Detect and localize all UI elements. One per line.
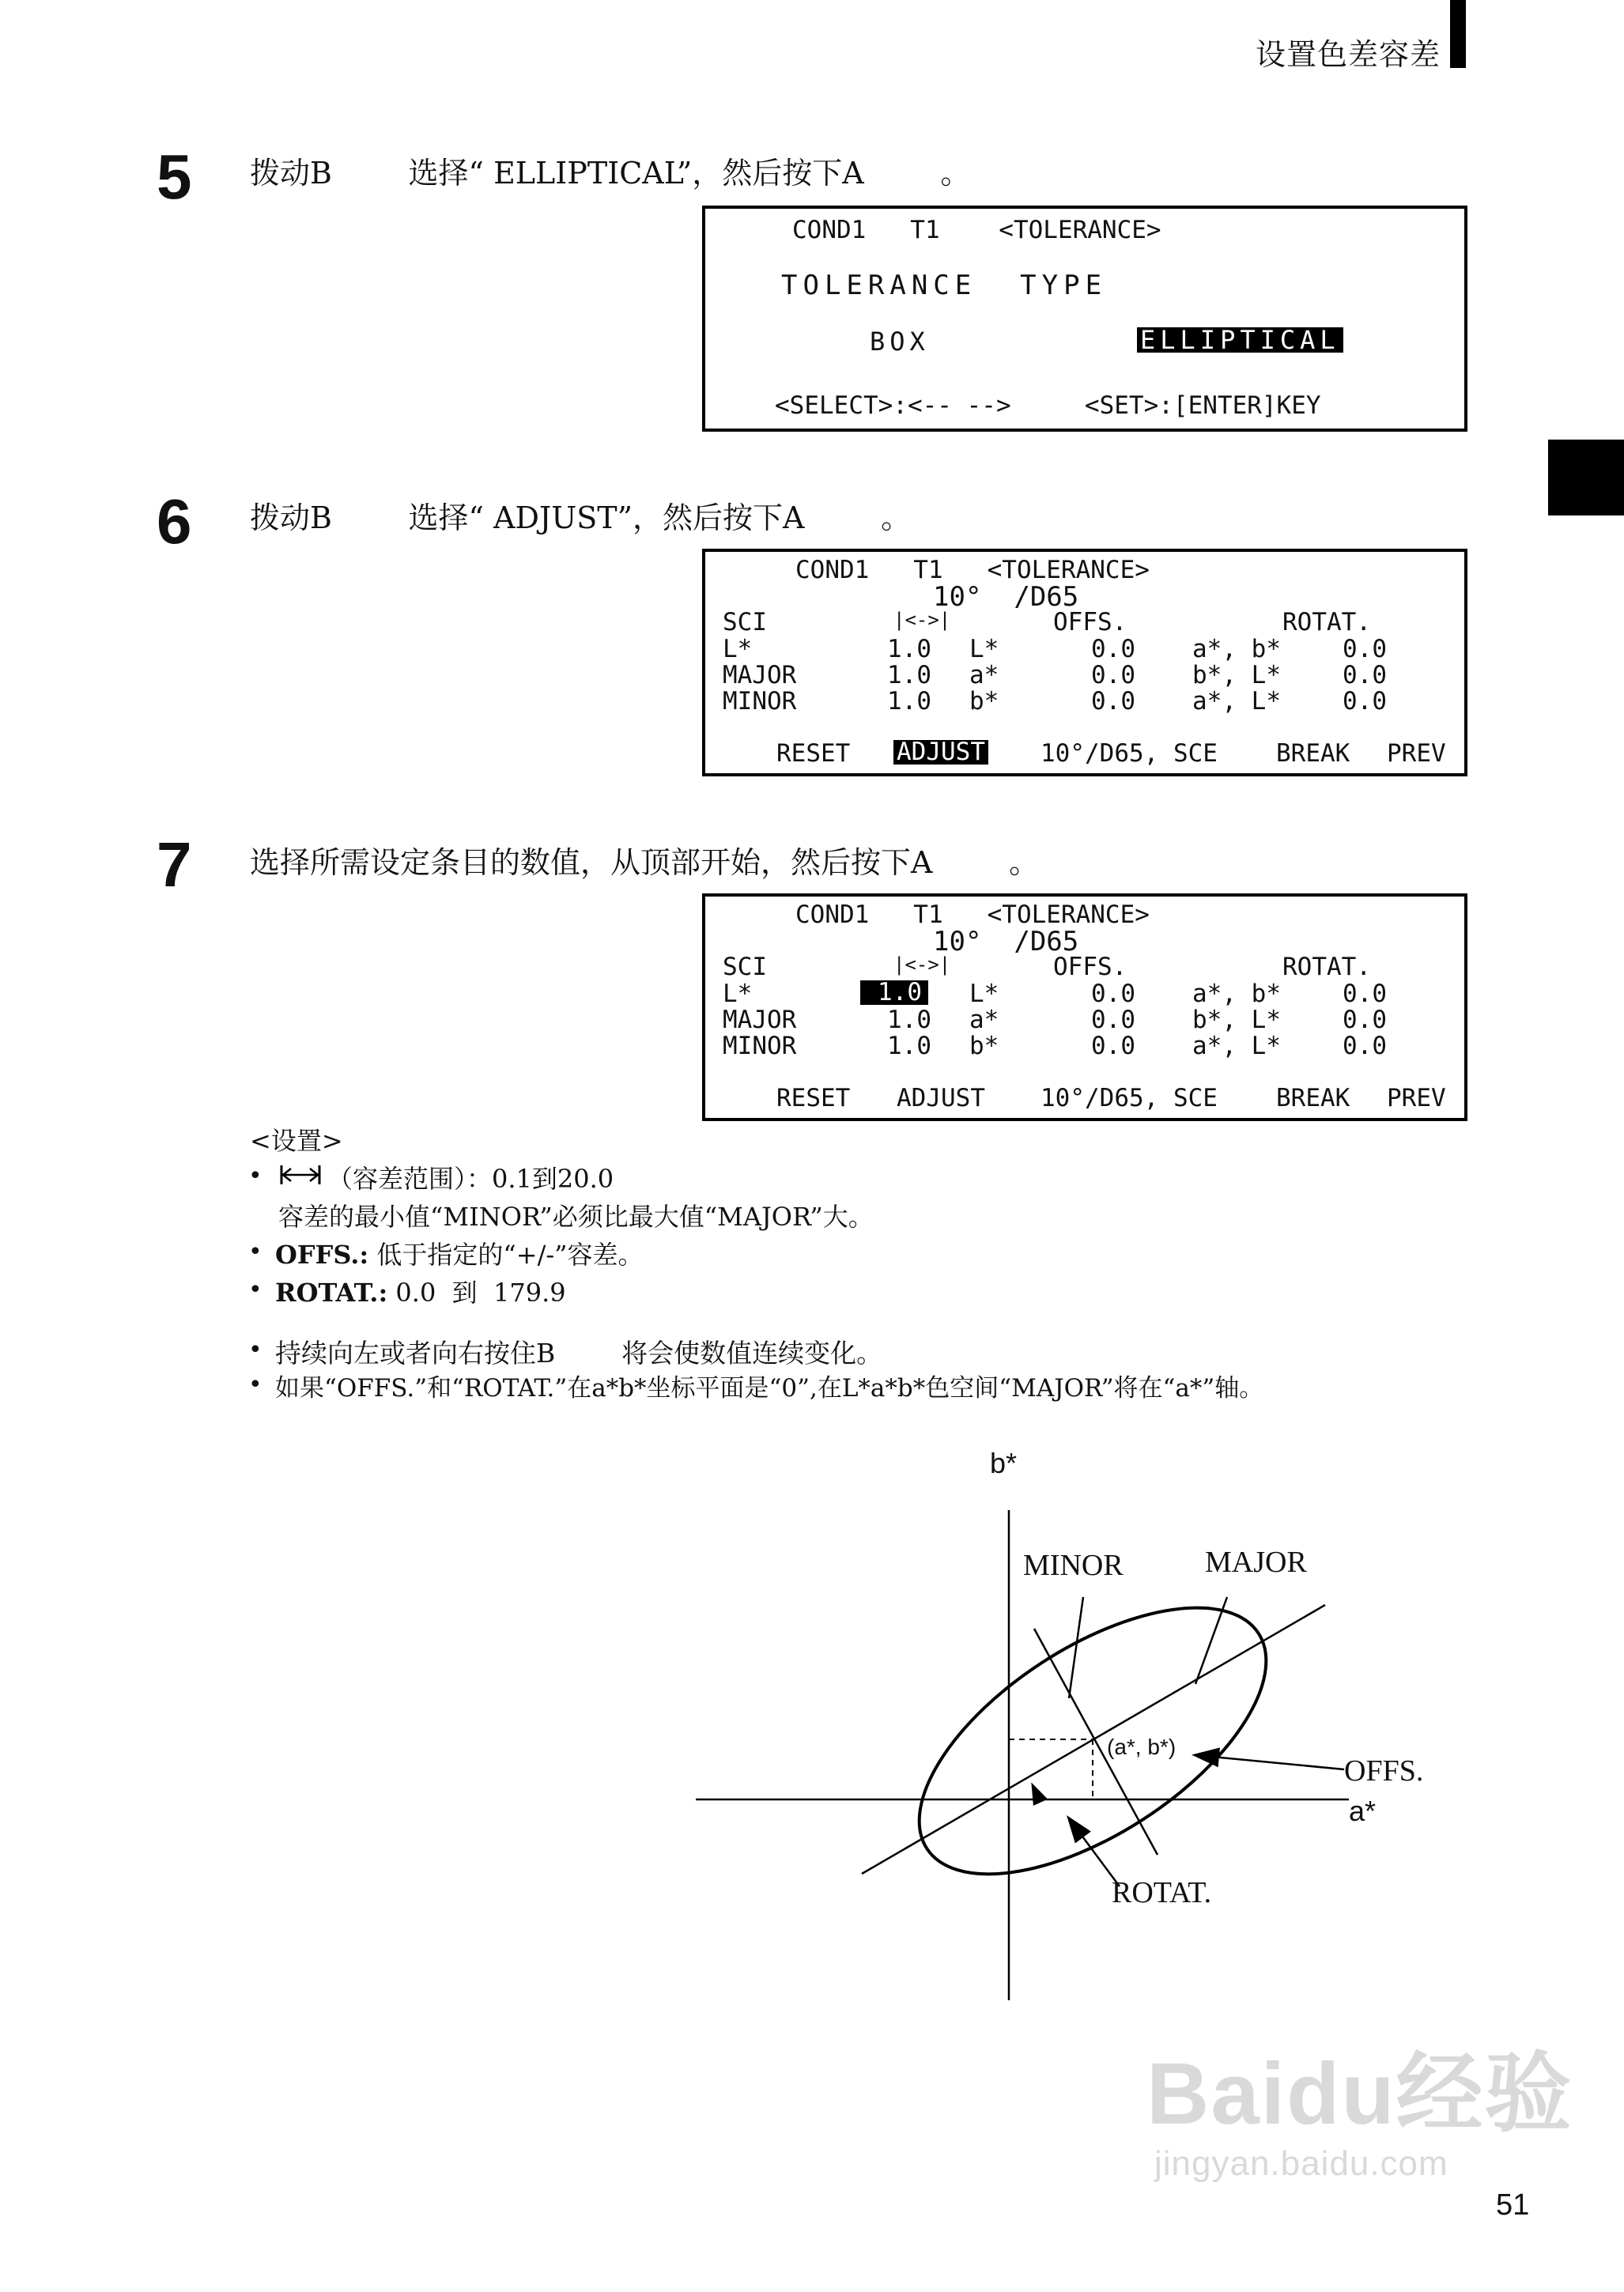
lcd2-row-offs-label: a* — [969, 661, 999, 689]
lcd-screen-values — [702, 893, 1467, 1121]
lcd3-row-label: L* — [723, 980, 753, 1008]
lcd-screen-tolerance-type — [702, 206, 1467, 432]
lcd3-row-rot-label: a*, b* — [1192, 980, 1281, 1008]
lcd2-row-offs: 0.0 — [1091, 661, 1135, 689]
bullet-icon: • — [248, 1238, 262, 1266]
watermark-logo: Baidu经验 — [1146, 2045, 1573, 2143]
a-axis-label: a* — [1349, 1795, 1377, 1827]
rotat-note — [275, 1273, 566, 1309]
tip-hold-key: 持续向左或者向右按住B 将会使数值连续变化。 — [275, 1338, 883, 1369]
watermark — [1146, 2024, 1573, 2184]
lcd2-row-label: MAJOR — [723, 661, 797, 689]
lcd2-row-rot: 0.0 — [1343, 687, 1387, 716]
step-6-text: 拨动B 选择“ ADJUST”，然后按下A 。 — [250, 500, 912, 535]
lcd2-row-offs: 0.0 — [1091, 687, 1135, 716]
lcd2-adjust-button[interactable]: ADJUST — [893, 740, 988, 765]
lcd3-head-rotat: ROTAT. — [1282, 953, 1371, 981]
lcd3-row-label: MAJOR — [723, 1006, 797, 1034]
lcd2-row-offs-label: b* — [969, 687, 999, 716]
lcd2-row-offs-label: L* — [969, 635, 999, 663]
lcd2-row-rot-label: b*, L* — [1192, 661, 1281, 689]
lcd1-title: COND1 T1 <TOLERANCE> — [792, 216, 1161, 244]
major-label: MAJOR — [1205, 1546, 1307, 1579]
lcd3-prev-button[interactable]: PREV — [1387, 1084, 1446, 1112]
lcd2-row-rot-label: a*, L* — [1192, 687, 1281, 716]
lcd3-row-value[interactable]: 1.0 — [887, 1006, 931, 1034]
lcd1-box-option[interactable]: BOX — [870, 327, 930, 357]
bullet-icon: • — [248, 1162, 262, 1190]
lcd3-observer: 10° /D65 — [933, 926, 1079, 957]
lcd3-row-offs[interactable]: 0.0 — [1091, 980, 1135, 1008]
range-sub-text: 容差的最小值“MINOR”必须比最大值“MAJOR”大。 — [278, 1202, 874, 1232]
range-icon — [278, 1161, 323, 1189]
settings-heading: <设置> — [250, 1126, 343, 1156]
offs-label: OFFS. — [1344, 1754, 1424, 1788]
lcd2-row-rot: 0.0 — [1343, 635, 1387, 663]
offs-note-label: OFFS.: — [275, 1240, 369, 1270]
lcd3-adjust-button[interactable]: ADJUST — [897, 1084, 985, 1112]
step-7-number: 7 — [157, 829, 192, 900]
lcd2-head-range: |<->| — [893, 609, 951, 631]
lcd3-row-value[interactable]: 1.0 — [887, 1032, 931, 1060]
lcd2-head-rotat: ROTAT. — [1282, 608, 1371, 636]
lcd2-row-value: 1.0 — [887, 635, 931, 663]
lcd2-row-value: 1.0 — [887, 687, 931, 716]
lcd2-row-rot: 0.0 — [1343, 661, 1387, 689]
ellipse-diagram-svg — [696, 1447, 1439, 2016]
lcd1-footer: <SELECT>:<-- --> <SET>:[ENTER]KEY — [775, 391, 1321, 420]
rotat-note-text: 0.0 到 179.9 — [387, 1278, 566, 1308]
lcd3-row-offs-label: a* — [969, 1006, 999, 1034]
chapter-tab — [1548, 440, 1624, 515]
lcd2-reset-button[interactable]: RESET — [776, 739, 851, 768]
lcd3-row-rot[interactable]: 0.0 — [1343, 1032, 1387, 1060]
lcd3-selected-value[interactable]: 1.0 — [860, 980, 928, 1005]
lcd3-head-offs: OFFS. — [1053, 953, 1127, 981]
lcd3-row-rot-label: b*, L* — [1192, 1006, 1281, 1034]
offs-note-text: 低于指定的“+/-”容差。 — [368, 1240, 644, 1270]
bullet-icon: • — [248, 1276, 262, 1304]
lcd2-title: COND1 T1 <TOLERANCE> — [795, 556, 1150, 584]
lcd2-row-value: 1.0 — [887, 661, 931, 689]
bullet-icon: • — [248, 1336, 262, 1364]
lcd3-head-sci: SCI — [723, 953, 767, 981]
minor-label: MINOR — [1023, 1549, 1124, 1582]
offs-note — [275, 1235, 644, 1271]
b-axis-label: b* — [990, 1447, 1018, 1479]
section-title: 设置色差容差 — [1256, 37, 1441, 72]
lcd2-row-label: L* — [723, 635, 753, 663]
lcd2-row-rot-label: a*, b* — [1192, 635, 1281, 663]
lcd3-row-rot[interactable]: 0.0 — [1343, 1006, 1387, 1034]
lcd2-row-offs: 0.0 — [1091, 635, 1135, 663]
lcd3-row-offs[interactable]: 0.0 — [1091, 1032, 1135, 1060]
header-bar — [1450, 0, 1466, 68]
lcd3-row-label: MINOR — [723, 1032, 797, 1060]
step-7-text: 选择所需设定条目的数值，从顶部开始，然后按下A 。 — [250, 845, 1040, 880]
lcd3-row-offs-label: b* — [969, 1032, 999, 1060]
center-label: (a*, b*) — [1107, 1735, 1176, 1759]
watermark-url: jingyan.baidu.com — [1154, 2144, 1448, 2183]
rotat-label: ROTAT. — [1112, 1876, 1212, 1909]
lcd2-break-button[interactable]: BREAK — [1276, 739, 1350, 768]
lcd3-row-offs-label: L* — [969, 980, 999, 1008]
lcd3-reset-button[interactable]: RESET — [776, 1084, 851, 1112]
minor-leader — [1069, 1597, 1083, 1698]
lcd2-row-label: MINOR — [723, 687, 797, 716]
rotation-arc — [1033, 1785, 1036, 1799]
bullet-icon: • — [248, 1371, 262, 1399]
lcd3-observer-button[interactable]: 10°/D65, SCE — [1040, 1084, 1218, 1112]
lcd-screen-adjust — [702, 549, 1467, 776]
rotat-note-label: ROTAT.: — [275, 1278, 388, 1308]
lcd3-row-offs[interactable]: 0.0 — [1091, 1006, 1135, 1034]
lcd3-break-button[interactable]: BREAK — [1276, 1084, 1350, 1112]
lcd1-elliptical-option[interactable]: ELLIPTICAL — [1137, 327, 1343, 353]
ellipse-diagram — [696, 1447, 1439, 2019]
step-5-number: 5 — [157, 142, 192, 212]
tip-axis: 如果“OFFS.”和“ROTAT.”在a*b*坐标平面是“0”,在L*a*b*色空间“MAJOR”将在“a*”轴。 — [275, 1374, 1264, 1403]
lcd3-row-rot[interactable]: 0.0 — [1343, 980, 1387, 1008]
lcd3-title: COND1 T1 <TOLERANCE> — [795, 901, 1150, 929]
lcd2-head-offs: OFFS. — [1053, 608, 1127, 636]
lcd2-prev-button[interactable]: PREV — [1387, 739, 1446, 768]
range-item-text: （容差范围）：0.1到20.0 — [327, 1164, 614, 1194]
lcd3-row-rot-label: a*, L* — [1192, 1032, 1281, 1060]
step-5-text: 拨动B 选择“ ELLIPTICAL”，然后按下A 。 — [250, 156, 971, 191]
step-6-number: 6 — [157, 486, 192, 557]
page-number: 51 — [1496, 2188, 1530, 2222]
lcd2-head-sci: SCI — [723, 608, 767, 636]
lcd2-observer: 10° /D65 — [933, 581, 1079, 613]
offs-leader — [1195, 1755, 1344, 1769]
lcd1-tolerance-type: TOLERANCE TYPE — [781, 270, 1108, 301]
lcd2-observer-button[interactable]: 10°/D65, SCE — [1040, 739, 1218, 768]
lcd3-head-range: |<->| — [893, 953, 951, 976]
